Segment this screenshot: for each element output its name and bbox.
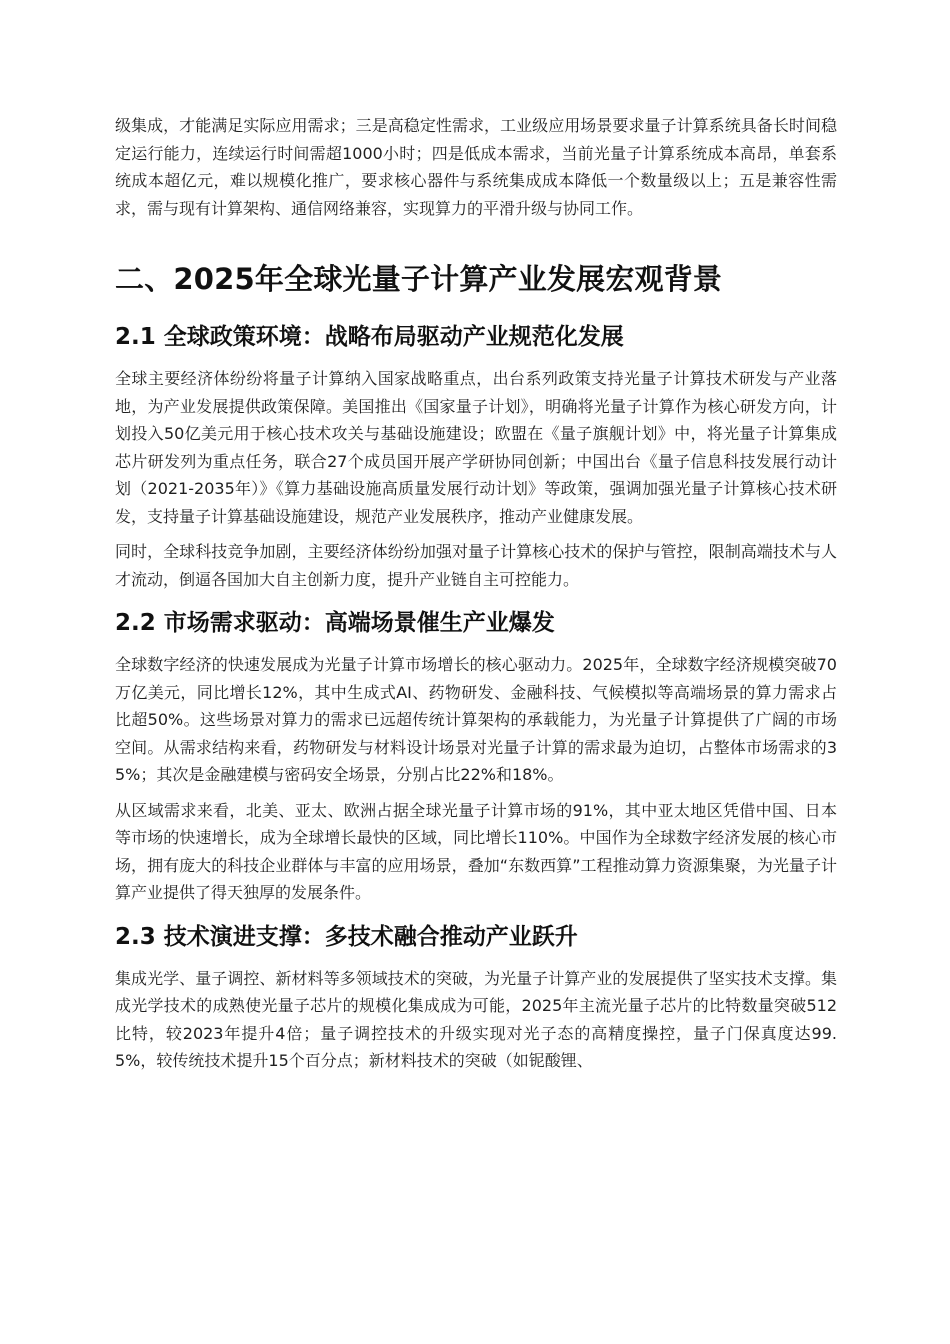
section-heading: 2.1 全球政策环境：战略布局驱动产业规范化发展: [115, 324, 624, 350]
section-paragraph: 从区域需求来看，北美、亚太、欧洲占据全球光量子计算市场的91%，其中亚太地区凭借中国、日本等市场的快速增长，成为全球增长最快的区域，同比增长110%。中国作为全球数字经济发展的核心市场，拥有庞大的科技企业群体与丰富的应用场景，叠加“东数西算”工程推动算力资源集聚，为光量子计算产业提供了得天独厚的发展条件。: [115, 800, 837, 902]
intro-paragraph: 级集成，才能满足实际应用需求；三是高稳定性需求，工业级应用场景要求量子计算系统具备长时间稳定运行能力，连续运行时间需超1000小时；四是低成本需求，当前光量子计算系统成本高昂，单套系统成本超亿元，难以规模化推广，要求核心器件与系统集成成本降低一个数量级以上；五是兼容性需求，需与现有计算架构、通信网络兼容，实现算力的平滑升级与协同工作。: [115, 116, 837, 218]
section-2-3: [115, 921, 837, 1075]
section-paragraph: 全球数字经济的快速发展成为光量子计算市场增长的核心驱动力。2025年，全球数字经济规模突破70万亿美元，同比增长12%，其中生成式AI、药物研发、金融科技、气候模拟等高端场景的算力需求占比超50%。这些场景对算力的需求已远超传统计算架构的承载能力，为光量子计算提供了广阔的市场空间。从需求结构来看，药物研发与材料设计场景对光量子计算的需求最为迫切，占整体市场需求的35%；其次是金融建模与密码安全场景，分别占比22%和18%。: [115, 655, 837, 784]
section-paragraph: 集成光学、量子调控、新材料等多领域技术的突破，为光量子计算产业的发展提供了坚实技术支撑。集成光学技术的成熟使光量子芯片的规模化集成成为可能，2025年主流光量子芯片的比特数量突破512比特，较2023年提升4倍；量子调控技术的升级实现对光子态的高精度操控，量子门保真度达99.5%，较传统技术提升15个百分点；新材料技术的突破（如铌酸锂、: [115, 968, 837, 1070]
chapter-title: 二、2025年全球光量子计算产业发展宏观背景: [115, 262, 723, 296]
section-2-2: [115, 607, 837, 907]
section-paragraph: 全球主要经济体纷纷将量子计算纳入国家战略重点，出台系列政策支持光量子计算技术研发与产业落地，为产业发展提供政策保障。美国推出《国家量子计划》，明确将光量子计算作为核心研发方向，计划投入50亿美元用于核心技术攻关与基础设施建设；欧盟在《量子旗舰计划》中，将光量子计算集成芯片研发列为重点任务，联合27个成员国开展产学研协同创新；中国出台《量子信息科技发展行动计划（2021-2035年）》《算力基础设施高质量发展行动计划》等政策，强调加强光量子计算核心技术研发，支持量子计算基础设施建设，规范产业发展秩序，推动产业健康发展。: [115, 369, 837, 526]
document-page: [115, 112, 837, 1083]
section-2-1: [115, 321, 837, 593]
section-heading: 2.3 技术演进支撑：多技术融合推动产业跃升: [115, 923, 578, 950]
section-paragraph: 同时，全球科技竞争加剧，主要经济体纷纷加强对量子计算核心技术的保护与管控，限制高端技术与人才流动，倒逼各国加大自主创新力度，提升产业链自主可控能力。: [115, 542, 837, 589]
section-heading: 2.2 市场需求驱动：高端场景催生产业爆发: [115, 610, 555, 636]
